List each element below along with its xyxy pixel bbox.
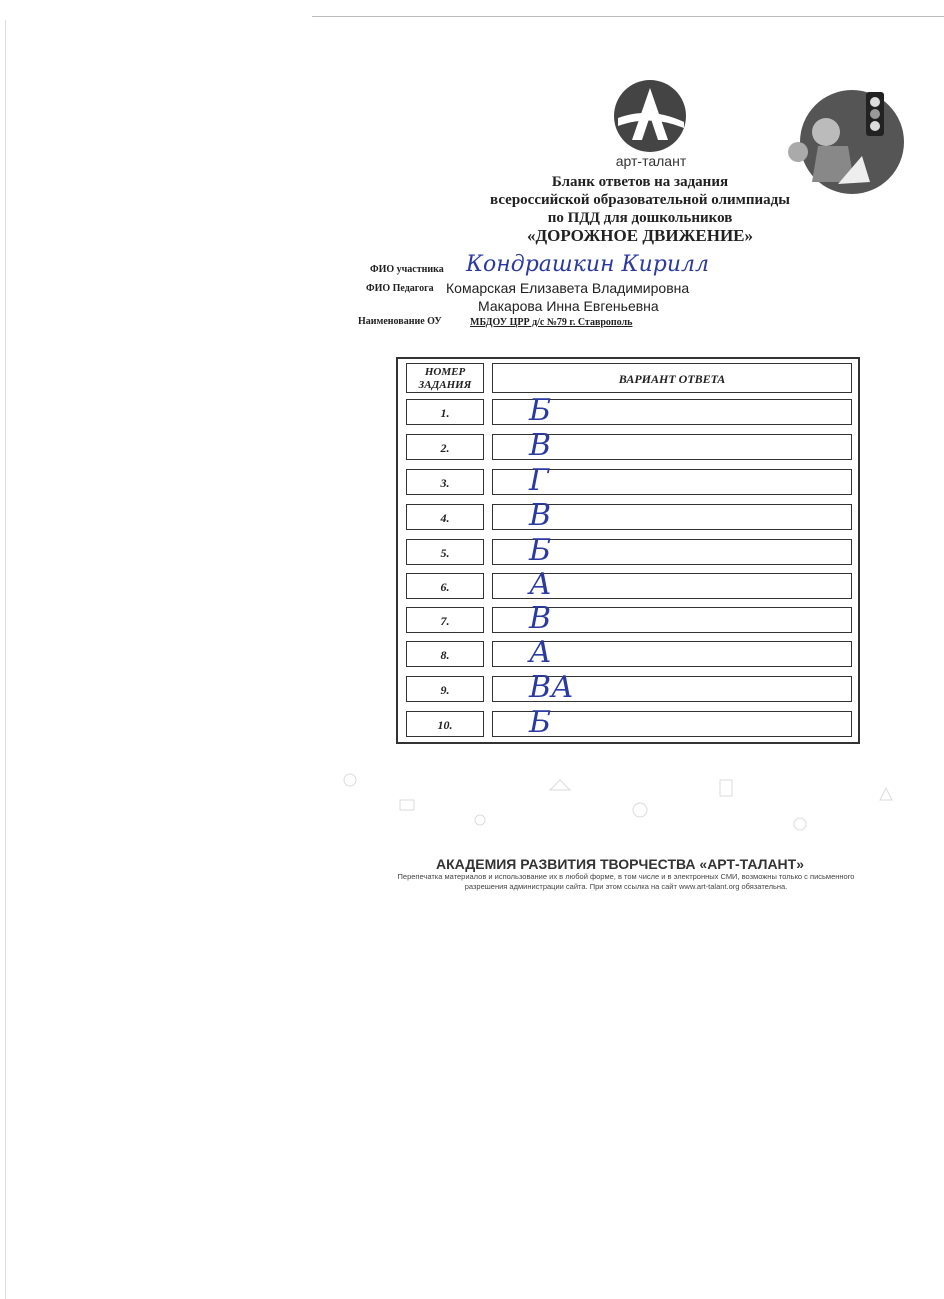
answer-cell-4	[492, 498, 852, 533]
org-name: МБДОУ ЦРР д/с №79 г. Ставрополь	[470, 317, 633, 328]
answer-8: А	[529, 635, 552, 670]
footer-title: АКАДЕМИЯ РАЗВИТИЯ ТВОРЧЕСТВА «АРТ-ТАЛАНТ»	[435, 856, 805, 872]
task-number-2: 2.	[406, 434, 484, 460]
answer-cell-7	[492, 601, 852, 636]
answer-cell-3	[492, 463, 852, 498]
task-number-10: 10.	[406, 711, 484, 737]
title-line-3: по ПДД для дошкольников	[547, 210, 733, 226]
footer-note	[346, 872, 906, 892]
answer-6: А	[529, 567, 552, 602]
task-number-3: 3.	[406, 469, 484, 495]
scan-edge-top	[312, 16, 944, 17]
answer-9: ВА	[529, 670, 574, 705]
scan-edge-left	[5, 20, 6, 1299]
org-label: Наименование ОУ	[358, 316, 442, 327]
art-talant-logo-icon	[612, 78, 688, 154]
header-answer: ВАРИАНТ ОТВЕТА	[492, 363, 852, 393]
teacher-name-2: Макарова Инна Евгеньевна	[478, 298, 659, 314]
answer-3: Г	[529, 463, 549, 498]
participant-label: ФИО участника	[370, 264, 444, 275]
answer-5: Б	[529, 533, 552, 568]
footer-note-line-2: разрешения администрации сайта. При этом ссылка на сайт www.art-talant.org обязательна.	[464, 882, 788, 891]
task-number-8: 8.	[406, 641, 484, 667]
footer-note-line-1: Перепечатка материалов и использование их в любой форме, в том числе и в электронных СМИ, возможны только с письменного	[397, 872, 855, 881]
task-number-4: 4.	[406, 504, 484, 530]
background-doodles-icon	[320, 760, 940, 850]
answer-cell-8	[492, 635, 852, 670]
task-number-9: 9.	[406, 676, 484, 702]
task-number-5: 5.	[406, 539, 484, 565]
header-task-number-line-1: НОМЕР	[424, 366, 466, 378]
header-task-number-line-2: ЗАДАНИЯ	[418, 379, 472, 391]
answer-1: Б	[529, 393, 552, 428]
answer-cell-1	[492, 393, 852, 428]
answer-2: В	[529, 428, 552, 463]
title-line-1: Бланк ответов на задания	[551, 174, 729, 190]
task-number-6: 6.	[406, 573, 484, 599]
answer-cell-9	[492, 670, 852, 705]
header-task-number	[406, 363, 484, 393]
answer-4: В	[529, 498, 552, 533]
title-line-4: «ДОРОЖНОЕ ДВИЖЕНИЕ»	[526, 226, 754, 245]
answer-cell-10	[492, 705, 852, 740]
answer-table	[396, 357, 860, 744]
teacher-label: ФИО Педагога	[366, 283, 434, 294]
task-number-7: 7.	[406, 607, 484, 633]
answer-7: В	[529, 601, 552, 636]
title-line-2: всероссийской образовательной олимпиады	[490, 192, 790, 208]
task-number-1: 1.	[406, 399, 484, 425]
answer-10: Б	[529, 705, 552, 740]
brand-name: арт-талант	[615, 153, 687, 169]
answer-cell-2	[492, 428, 852, 463]
answer-cell-5	[492, 533, 852, 568]
form-title	[420, 173, 860, 245]
teacher-name-1: Комарская Елизавета Владимировна	[446, 280, 690, 296]
participant-name: Кондрашкин Кирилл	[466, 252, 709, 277]
answer-cell-6	[492, 567, 852, 602]
